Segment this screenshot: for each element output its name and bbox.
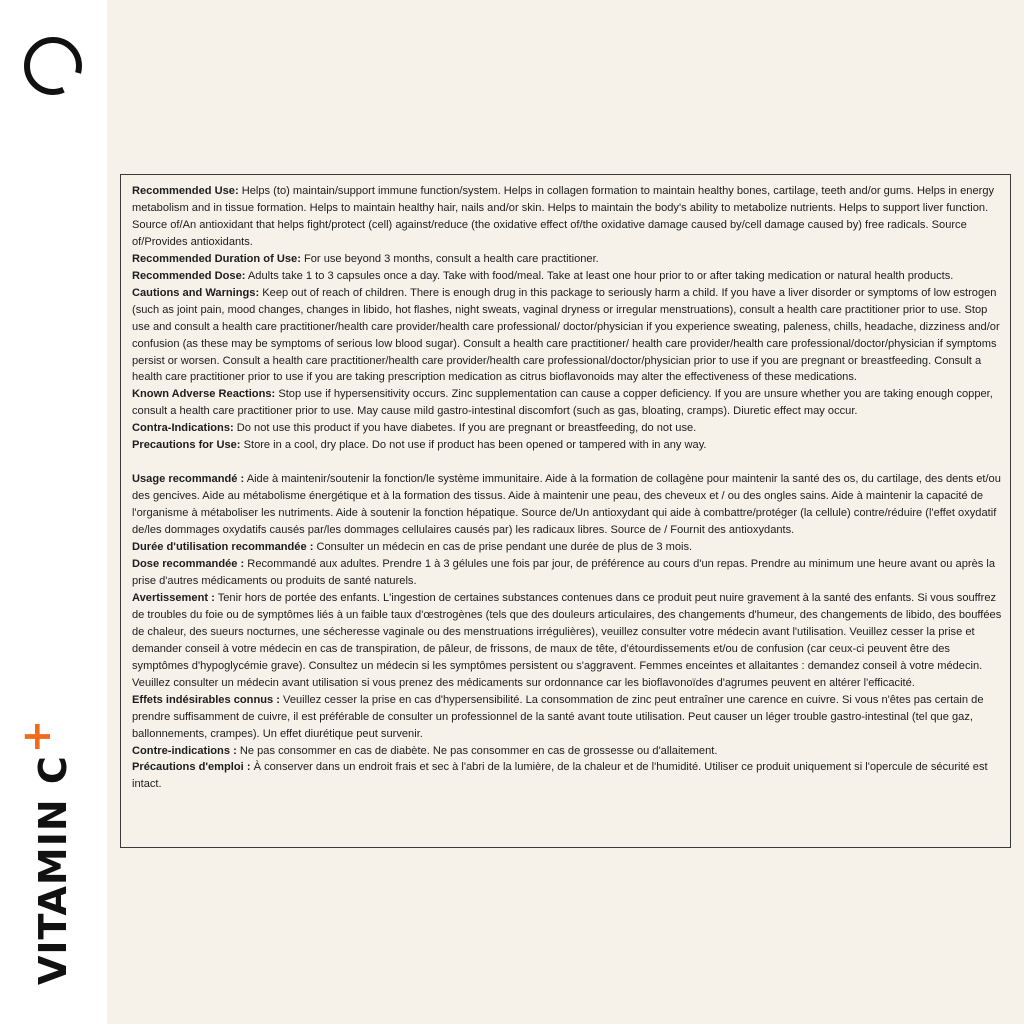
section-recommended-duration [132,251,1002,268]
section-precautions-emploi [132,759,1002,793]
section-text: Consulter un médecin en cas de prise pendant une durée de plus de 3 mois. [313,541,693,554]
section-label: Dose recommandée : [132,558,245,571]
section-text: Aide à maintenir/soutenir la fonction/le système immunitaire. Aide à la formation de collagène pour maintenir la santé des os, du cartilage, des dents et/ou des gencives. Aide au métabolisme énergétique et à la formation des tissus. Aide à maintenir une peau, des cheveux et / ou des ongles sains. Aide à maintenir la capacité de l'organisme à métaboliser les nutriments. Aide à soutenir la fonction hépatique. Source de/Un antioxydant qui aide à combattre/protéger (la cellule) contre/réduire (l'effet oxydatif de/les dommages oxydatifs causés par/les dommages cellulaires causés par) les radicaux libres. Source de / Fournit des antioxydants. [132,473,1001,537]
section-spacer [132,454,1002,471]
section-label: Usage recommandé : [132,473,245,486]
label-text-panel [120,174,1011,848]
section-dose-recommandee [132,556,1002,590]
section-recommended-use [132,183,1002,251]
section-effets-indesirables [132,692,1002,743]
section-label: Précautions d'emploi : [132,761,251,774]
english-section [132,183,1002,454]
section-label: Effets indésirables connus : [132,693,280,706]
section-text: Adults take 1 to 3 capsules once a day. Take with food/meal. Take at least one hour prior to or after taking medication or natural health products. [245,269,954,282]
section-label: Recommended Dose: [132,269,246,282]
section-label: Recommended Use: [132,185,239,197]
section-label: Precautions for Use: [132,439,241,452]
section-text: Ne pas consommer en cas de diabète. Ne pas consommer en cas de grossesse ou d'allaitement. [236,744,718,757]
section-precautions [132,437,1002,454]
brand-sidebar [0,0,107,1024]
section-text: Veuillez cesser la prise en cas d'hypersensibilité. La consommation de zinc peut entraîner une carence en cuivre. Si vous n'êtes pas certain de prendre suffisamment de cuivre, il est préférable de consulter un professionnel de la santé avant toute utilisation. Peut causer un léger trouble gastro-intestinal (tel que gaz, ballonnements, crampes). Un effet diurétique peut survenir. [132,693,984,740]
section-text: Do not use this product if you have diabetes. If you are pregnant or breastfeeding, do not use. [233,422,697,435]
section-text: Recommandé aux adultes. Prendre 1 à 3 gélules une fois par jour, de préférence au cours d'un repas. Prendre au minimum une heure avant ou après la prise d'autres médicaments ou produits de santé naturels. [132,558,995,587]
section-usage-recommande [132,471,1002,539]
brand-wordmark [14,718,75,985]
section-label: Recommended Duration of Use: [132,252,301,265]
section-recommended-dose [132,268,1002,285]
section-label: Cautions and Warnings: [132,286,260,299]
french-section [132,471,1002,793]
section-label: Contre-indications : [132,744,237,757]
section-adverse-reactions [132,386,1002,420]
section-text: Store in a cool, dry place. Do not use if product has been opened or tampered with in any way. [240,439,707,452]
section-text: À conserver dans un endroit frais et sec à l'abri de la lumière, de la chaleur et de l'humidité. Utiliser ce produit uniquement si l'opercule de sécurité est intact. [132,761,988,791]
section-duree-utilisation [132,539,1002,556]
section-text: Keep out of reach of children. There is enough drug in this package to seriously harm a child. If you have a liver disorder or symptoms of low estrogen (such as joint pain, mood changes, changes in libido, hot flashes, night sweats, vaginal dryness or irregular menstruations), consult a health care practitioner prior to use. Stop use and consult a health care practitioner/health care provider/health care professional/ doctor/physician if you experience sweating, paleness, chills, headache, dizziness and/or confusion (as these may be symptoms of serious low blood sugar). Consult a health care practitioner/ health care provider/health care professional/doctor/physician if symptoms persist or worsen. Consult a health care practitioner/health care provider/health care professional/doctor/physician prior to use if you are pregnant or breastfeeding. Consult a health care practitioner prior to use if you are taking prescription medication as citrus bioflavonoids may alter the effectiveness of these medications. [132,286,1000,384]
section-label: Avertissement : [132,591,215,604]
brand-plus: + [14,718,60,754]
section-text: Tenir hors de portée des enfants. L'ingestion de certaines substances contenues dans ce produit peut nuire gravement à la santé des enfants. Si vous souffrez de troubles du foie ou de symptômes liés à un faible taux d'œstrogènes (tels que des douleurs articulaires, des changements d'humeur, des changements de libido, des bouffées de chaleur, des sueurs nocturnes, une sécheresse vaginale ou des menstruations irrégulières), veuillez consulter votre médecin avant l'utilisation. Veuillez cesser la prise et demander conseil à votre médecin en cas de transpiration, de pâleur, de frissons, de maux de tête, d'étourdissements et/ou de confusion (car ceux-ci peuvent être des symptômes d'hypoglycémie grave). Consultez un médecin si les symptômes persistent ou s'aggravent. Femmes enceintes et allaitantes : demandez conseil à votre médecin. Veuillez consulter un médecin avant utilisation si vous prenez des médicaments sur ordonnance car les bioflavonoïdes d'agrumes peuvent en altérer l'efficacité. [132,591,1002,689]
section-label: Known Adverse Reactions: [132,388,276,401]
section-text: Stop use if hypersensitivity occurs. Zinc supplementation can cause a copper deficiency. If you are unsure whether you are taking enough copper, consult a health care practitioner prior to use. May cause mild gastro-intestinal discomfort (such as gas, bloating, cramps). Diuretic effect may occur. [132,388,993,418]
section-text: For use beyond 3 months, consult a health care practitioner. [300,252,599,265]
section-label: Contra-Indications: [132,422,234,435]
section-text: Helps (to) maintain/support immune function/system. Helps in collagen formation to maintain healthy bones, cartilage, teeth and/or gums. Helps in energy metabolism and in tissue formation. Helps to maintain healthy hair, nails and/or skin. Helps to maintain the body's ability to metabolize nutrients. Helps to support liver function. Source of/An antioxidant that helps fight/protect (cell) against/reduce (the oxidative effect of/the oxidative damage caused by/cell damage caused by) free radicals. Source of/Provides antioxidants. [132,185,995,248]
ring-logo-icon [22,35,84,97]
brand-name: VITAMIN C [31,755,75,985]
section-cautions-warnings [132,285,1002,387]
section-contre-indications [132,743,1002,760]
section-label: Durée d'utilisation recommandée : [132,541,314,554]
section-contra-indications [132,420,1002,437]
section-avertissement [132,590,1002,692]
